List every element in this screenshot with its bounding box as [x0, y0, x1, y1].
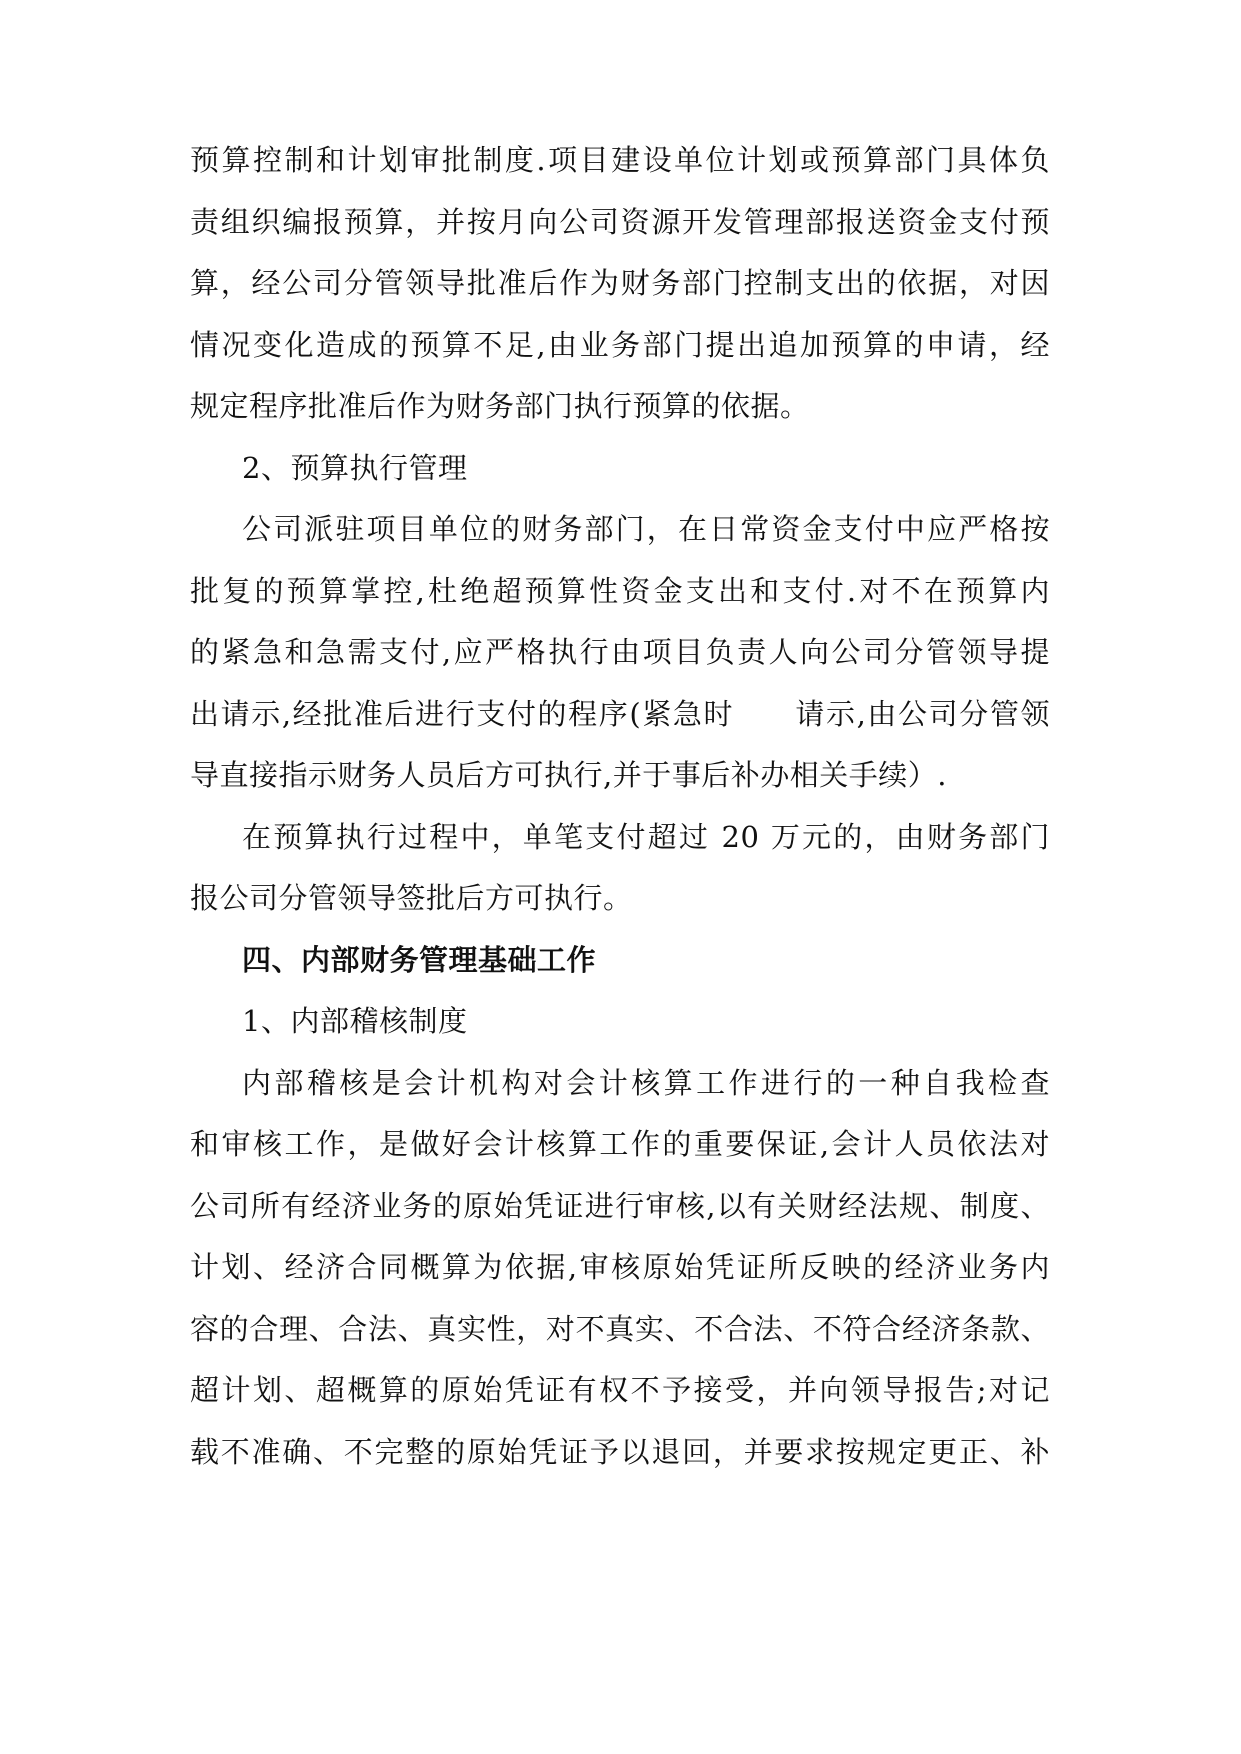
subsection-heading: 1、内部稽核制度 [242, 1004, 468, 1038]
paragraph-line: 预算控制和计划审批制度.项目建设单位计划或预算部门具体负 [190, 143, 1050, 177]
paragraph-line: 情况变化造成的预算不足,由业务部门提出追加预算的申请，经 [190, 327, 1050, 362]
paragraph-line: 报公司分管领导签批后方可执行。 [190, 881, 633, 915]
paragraph-line: 公司派驻项目单位的财务部门，在日常资金支付中应严格按 [242, 512, 1050, 546]
paragraph-line: 超计划、超概算的原始凭证有权不予接受，并向领导报告;对记 [190, 1373, 1050, 1407]
section-heading: 四、内部财务管理基础工作 [242, 942, 597, 977]
document-body [190, 130, 1050, 1483]
paragraph-line: 导直接指示财务人员后方可执行,并于事后补办相关手续）. [190, 758, 947, 792]
paragraph-line: 算，经公司分管领导批准后作为财务部门控制支出的依据，对因 [190, 266, 1050, 300]
paragraph-line: 的紧急和急需支付,应严格执行由项目负责人向公司分管领导提 [190, 635, 1050, 669]
paragraph-line: 容的合理、合法、真实性，对不真实、不合法、不符合经济条款、 [190, 1311, 1050, 1346]
paragraph-line: 和审核工作，是做好会计核算工作的重要保证,会计人员依法对 [190, 1127, 1050, 1161]
paragraph-line: 载不准确、不完整的原始凭证予以退回，并要求按规定更正、补 [190, 1434, 1050, 1469]
paragraph-line: 批复的预算掌控,杜绝超预算性资金支出和支付.对不在预算内 [190, 573, 1050, 608]
paragraph-line: 计划、经济合同概算为依据,审核原始凭证所反映的经济业务内 [190, 1250, 1050, 1284]
paragraph-line: 公司所有经济业务的原始凭证进行审核,以有关财经法规、制度、 [190, 1188, 1050, 1223]
paragraph-line: 规定程序批准后作为财务部门执行预算的依据。 [190, 389, 810, 423]
subsection-heading: 2、预算执行管理 [242, 450, 468, 485]
paragraph-line: 内部稽核是会计机构对会计核算工作进行的一种自我检查 [242, 1065, 1050, 1100]
paragraph-line: 在预算执行过程中，单笔支付超过 20 万元的，由财务部门 [242, 819, 1050, 854]
paragraph-line: 责组织编报预算，并按月向公司资源开发管理部报送资金支付预 [190, 204, 1050, 239]
paragraph-line: 出请示,经批准后进行支付的程序(紧急时 请示,由公司分管领 [190, 696, 1050, 731]
